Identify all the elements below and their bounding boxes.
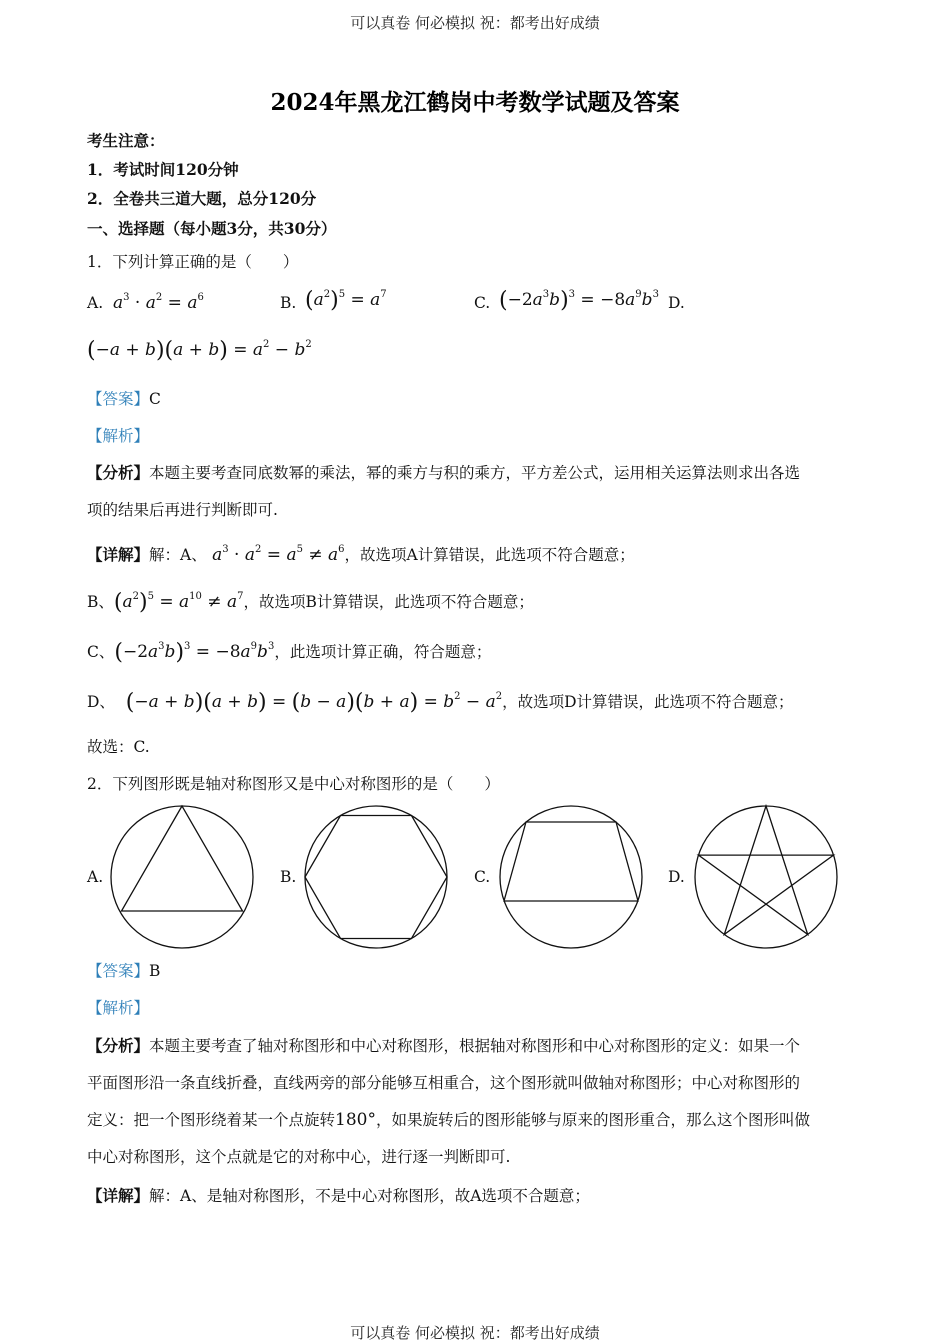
q2-stem: 2．下列图形既是轴对称图形又是中心对称图形的是（ ） [87, 775, 500, 793]
q1-option-c-label: C. [474, 294, 491, 312]
q1-detail-a: 【详解】解：A、 $a^3 \cdot a^2 = a^5 \ne a^6$，故选项A计算错误，此选项不符合题意； [87, 544, 635, 565]
q1-detail-c: C、$(-2a^3b)^3 = -8a^9b^3$，此选项计算正确，符合题意； [87, 640, 492, 665]
q2-figure-c-trapezoid-in-circle [499, 805, 643, 949]
q2-option-c-label: C. [474, 868, 491, 886]
notice-item-1: 1．考试时间120分钟 [87, 160, 239, 179]
page-header: 可以真卷 何必模拟 祝：都考出好成绩 [350, 14, 600, 32]
q1-detail-d: D、 $(-a + b)(a + b) = (b - a)(b + a) = b^2 - a^2$，故选项D计算错误，此选项不符合题意； [87, 690, 794, 715]
q2-option-b-label: B. [280, 868, 297, 886]
q1-option-c-formula: $(-2a^3b)^3 = -8a^9b^3$ [499, 288, 659, 313]
notice-heading: 考生注意： [87, 131, 165, 150]
q2-answer: 【答案】B [87, 962, 161, 980]
q1-analysis-tag: 【解析】 [87, 427, 150, 445]
q2-analysis-tag: 【解析】 [87, 999, 150, 1017]
q1-fenxi-line-1: 【分析】本题主要考查同底数幂的乘法，幂的乘方与积的乘方，平方差公式，运用相关运算法则求出各选 [87, 463, 801, 482]
q1-detail-b: B、$(a^2)^5 = a^{10} \ne a^7$，故选项B计算错误，此选项不符合题意； [87, 590, 534, 615]
q2-fenxi-line-2: 平面图形沿一条直线折叠，直线两旁的部分能够互相重合，这个图形就叫做轴对称图形；中心对称图形的 [87, 1074, 801, 1092]
q1-option-b-label: B. [280, 294, 297, 312]
section-heading: 一、选择题（每小题3分，共30分） [87, 219, 337, 238]
q2-figure-b-hexagon-in-circle [304, 805, 448, 949]
q2-option-a-label: A. [87, 868, 104, 886]
q1-option-d-label: D. [668, 294, 685, 312]
page-footer: 可以真卷 何必模拟 祝：都考出好成绩 [350, 1324, 600, 1342]
q1-option-a-formula: $a^3 \cdot a^2 = a^6$ [113, 292, 204, 313]
q1-fenxi-line-2: 项的结果后再进行判断即可. [87, 501, 278, 519]
q2-fenxi-line-1: 【分析】本题主要考查了轴对称图形和中心对称图形，根据轴对称图形和中心对称图形的定义：如果一个 [87, 1036, 801, 1055]
q2-figure-d-pentagram-in-circle [694, 805, 838, 949]
q1-option-b-formula: $(a^2)^5 = a^7$ [305, 288, 387, 313]
q2-fenxi-line-4: 中心对称图形，这个点就是它的对称中心，进行逐一判断即可. [87, 1148, 511, 1166]
q1-option-d-formula: $(-a + b)(a + b) = a^2 - b^2$ [87, 338, 312, 363]
page-title: 2024年黑龙江鹤岗中考数学试题及答案 [270, 89, 680, 116]
q1-stem: 1．下列计算正确的是（ ） [87, 253, 299, 271]
q1-option-a-label: A. [87, 294, 104, 312]
q1-conclusion: 故选：C. [87, 738, 150, 756]
q2-fenxi-line-3: 定义：把一个图形绕着某一个点旋转180°，如果旋转后的图形能够与原来的图形重合，那么这个图形叫做 [87, 1110, 810, 1130]
q2-option-d-label: D. [668, 868, 685, 886]
q1-answer: 【答案】C [87, 390, 161, 408]
q2-figure-a-triangle-in-circle [110, 805, 254, 949]
notice-item-2: 2．全卷共三道大题，总分120分 [87, 189, 317, 208]
q2-detail-a: 【详解】解：A、是轴对称图形，不是中心对称图形，故A选项不合题意； [87, 1186, 590, 1205]
